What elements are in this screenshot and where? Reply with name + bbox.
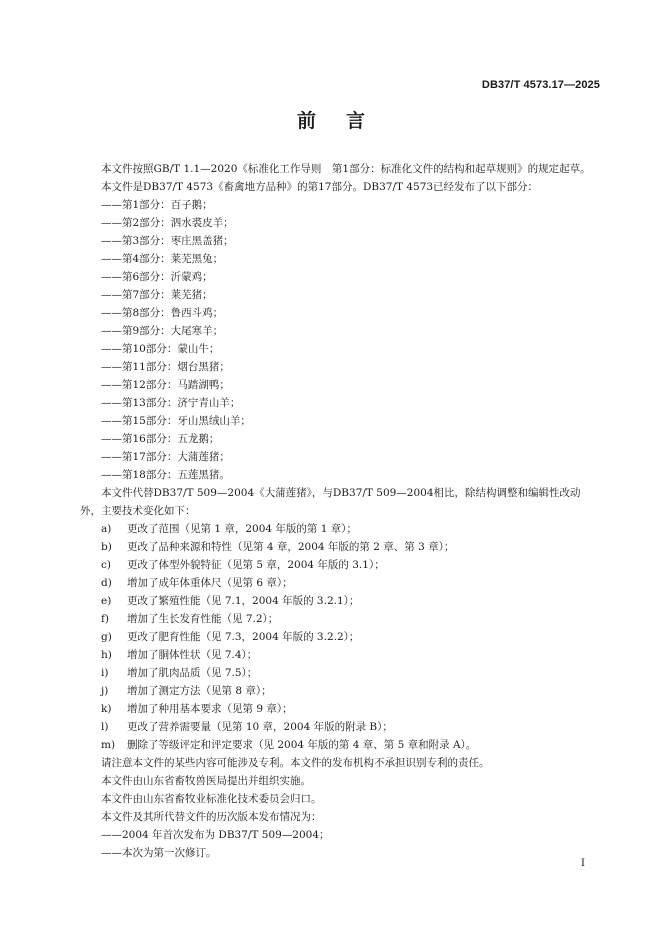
intro-paragraph: 本文件按照GB/T 1.1—2020《标准化工作导则 第1部分：标准化文件的结构和起草规则》的规定起草。 (101, 163, 591, 175)
page-number: I (581, 858, 585, 869)
change-marker: e) (101, 595, 112, 607)
list-item: ——第2部分：泗水裘皮羊； (101, 217, 234, 229)
change-text: 增加了成年体重体尺（见第 6 章）； (127, 577, 293, 589)
list-item: ——2004 年首次发布为 DB37/T 509—2004； (101, 829, 330, 841)
change-item (80, 700, 600, 718)
change-item (80, 718, 600, 736)
doc-number: DB37/T 4573.17—2025 (481, 79, 600, 91)
change-marker: m) (101, 739, 116, 751)
change-item (80, 646, 600, 664)
change-item (80, 592, 600, 610)
series-paragraph: 本文件是DB37/T 4573《畜禽地方品种》的第17部分。DB37/T 4573已经发布了以下部分： (101, 181, 539, 193)
change-item (80, 664, 600, 682)
change-text: 删除了等级评定和评定要求（见 2004 年版的第 4 章、第 5 章和附录 A）。 (127, 739, 477, 751)
list-item: ——第16部分：五龙鹅； (101, 433, 220, 445)
list-item: ——第9部分：大尾寒羊； (101, 325, 224, 337)
change-marker: b) (101, 541, 112, 553)
list-item: ——第7部分：莱芜猪； (101, 289, 213, 301)
history-intro: 本文件及其所代替文件的历次版本发布情况为： (101, 811, 322, 823)
changes-list (80, 520, 600, 754)
list-item: ——第4部分：莱芜黑兔； (101, 253, 224, 265)
change-item (80, 520, 600, 538)
list-item: ——第11部分：烟台黑猪； (101, 361, 230, 373)
change-text: 更改了肥育性能（见 7.3，2004 年版的 3.2.2）； (127, 631, 360, 643)
change-item (80, 556, 600, 574)
committee-statement: 本文件由山东省畜牧业标准化技术委员会归口。 (101, 793, 322, 805)
change-item (80, 736, 600, 754)
change-item (80, 538, 600, 556)
change-text: 更改了体型外貌特征（见第 5 章，2004 年版的 3.1）； (127, 559, 385, 571)
change-text: 增加了生长发育性能（见 7.2）； (127, 613, 279, 625)
history-list (80, 826, 600, 862)
change-marker: f) (101, 613, 109, 625)
change-marker: c) (101, 559, 111, 571)
change-text: 增加了肌肉品质（见 7.5）； (127, 667, 258, 679)
change-text: 增加了测定方法（见第 8 章）； (127, 685, 272, 697)
change-marker: g) (101, 631, 112, 643)
document-body (80, 160, 600, 862)
parts-list (80, 196, 600, 484)
list-item: ——第15部分：牙山黑绒山羊； (101, 415, 251, 427)
change-marker: i) (101, 667, 109, 679)
change-text: 更改了范围（见第 1 章，2004 年版的第 1 章）； (127, 523, 358, 535)
patent-notice: 请注意本文件的某些内容可能涉及专利。本文件的发布机构不承担识别专利的责任。 (101, 757, 490, 769)
change-marker: a) (101, 523, 112, 535)
list-item: ——第6部分：沂蒙鸡； (101, 271, 213, 283)
change-marker: h) (101, 649, 112, 661)
change-item (80, 574, 600, 592)
list-item: ——第10部分：蒙山牛； (101, 343, 220, 355)
list-item: ——本次为第一次修订。 (101, 847, 217, 859)
list-item: ——第8部分：鲁西斗鸡； (101, 307, 224, 319)
change-marker: d) (101, 577, 112, 589)
change-item (80, 610, 600, 628)
change-text: 更改了品种来源和特性（见第 4 章，2004 年版的第 2 章、第 3 章）； (127, 541, 455, 553)
change-text: 增加了胴体性状（见 7.4）； (127, 649, 258, 661)
proposer-statement: 本文件由山东省畜牧兽医局提出并组织实施。 (101, 775, 311, 787)
list-item: ——第3部分：枣庄黑盖猪； (101, 235, 234, 247)
change-text: 更改了营养需要量（见第 10 章，2004 年版的附录 B）； (127, 721, 393, 733)
change-item (80, 628, 600, 646)
list-item: ——第1部分：百子鹅； (101, 199, 213, 211)
list-item: ——第12部分：马踏湖鸭； (101, 379, 230, 391)
list-item: ——第13部分：济宁青山羊； (101, 397, 241, 409)
change-marker: j) (101, 685, 109, 697)
page-title: 前言 (296, 110, 395, 132)
list-item: ——第17部分：大蒲莲猪； (101, 451, 230, 463)
change-marker: l) (101, 721, 109, 733)
replacement-paragraph: 本文件代替DB37/T 509—2004《大蒲莲猪》，与DB37/T 509—2004相比，除结构调整和编辑性改动外，主要技术变化如下： (80, 487, 581, 517)
change-text: 增加了种用基本要求（见第 9 章）； (127, 703, 293, 715)
change-item (80, 682, 600, 700)
change-marker: k) (101, 703, 112, 715)
list-item: ——第18部分：五莲黑猪。 (101, 469, 230, 481)
change-text: 更改了繁殖性能（见 7.1，2004 年版的 3.2.1）； (127, 595, 360, 607)
